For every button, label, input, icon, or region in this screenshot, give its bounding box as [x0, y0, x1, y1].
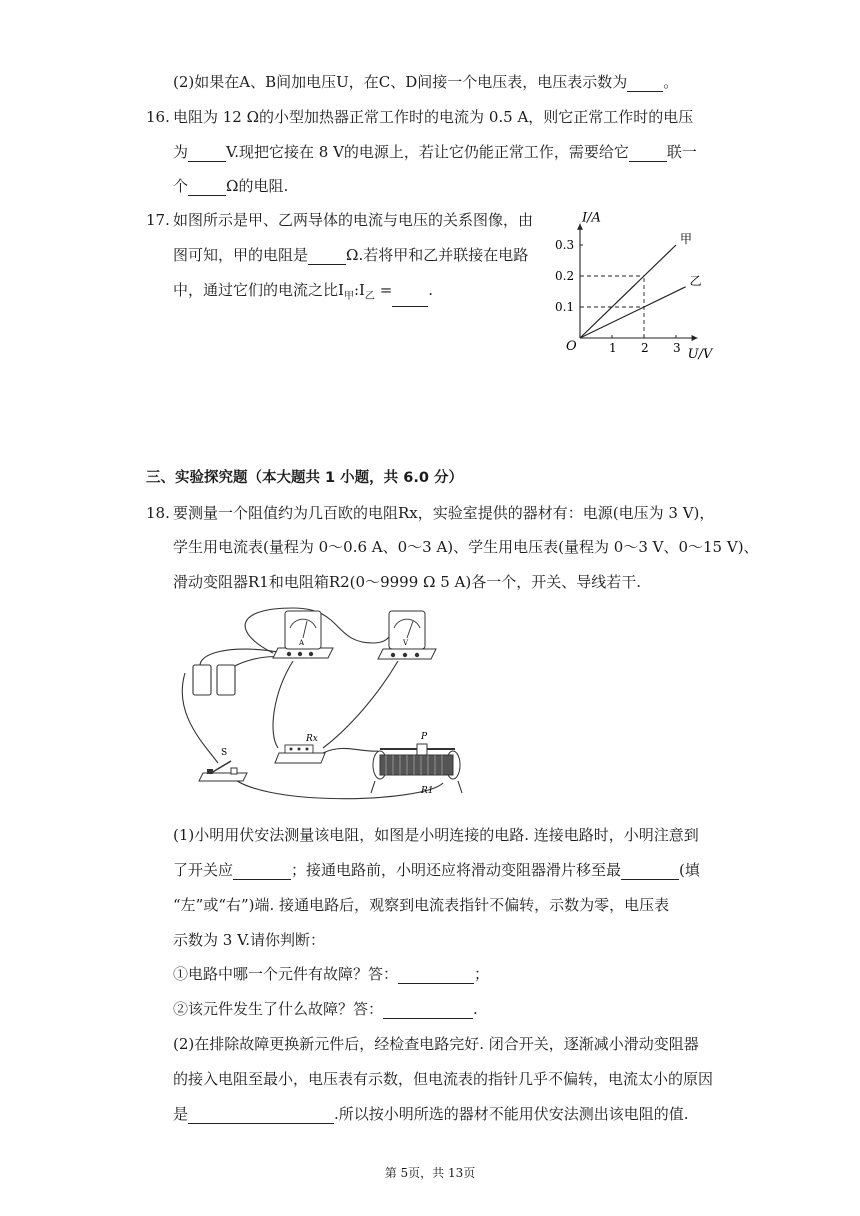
series-line-2: [580, 287, 686, 338]
x-tick-label: 3: [673, 341, 681, 355]
series-label-2: 乙: [689, 273, 702, 288]
q18-p2-line1: (2)在排除故障更换新元件后，经检查电路完好. 闭合开关，逐渐减小滑动变阻器: [173, 1035, 699, 1053]
q18-p1-line6: ②该元件发生了什么故障？答： .: [173, 1000, 478, 1018]
q16-line1: 电阻为 12 Ω的小型加热器正常工作时的电流为 0.5 A，则它正常工作时的电压: [173, 108, 694, 126]
x-axis-label: U/V: [687, 347, 713, 362]
q16-number: 16.: [146, 108, 170, 126]
q18-number: 18.: [146, 504, 170, 522]
answer-blank[interactable]: [392, 290, 428, 307]
battery-icon: [193, 665, 235, 695]
q18-line1: 要测量一个阻值约为几百欧的电阻Rx，实验室提供的器材有：电源(电压为 3 V)，: [173, 504, 715, 522]
answer-blank[interactable]: [621, 863, 679, 880]
ammeter-label: A: [299, 639, 305, 647]
resistor-rx-icon: [275, 734, 325, 763]
origin-label: O: [566, 339, 577, 354]
answer-blank[interactable]: [398, 967, 474, 984]
q17-line2: 图可知，甲的电阻是 Ω.若将甲和乙并联接在电路: [173, 246, 529, 264]
switch-icon: [199, 748, 247, 781]
answer-blank[interactable]: [383, 1002, 473, 1019]
q18-line2: 学生用电流表(量程为 0～0.6 A、0～3 A)、学生用电压表(量程为 0～3 V、0～15 V)、: [173, 538, 759, 556]
circuit-diagram: [173, 603, 473, 813]
answer-blank[interactable]: [188, 179, 226, 196]
q18-p1-line2: 了开关应 ；接通电路前，小明还应将滑动变阻器滑片移至最 (填: [173, 861, 700, 879]
y-tick-label: 0.3: [555, 238, 575, 252]
q16-line2: 为 V.现把它接在 8 V的电源上，若让它仍能正常工作，需要给它 联一: [173, 143, 697, 161]
answer-blank[interactable]: [188, 1107, 334, 1124]
q16-line3: 个 Ω的电阻.: [173, 177, 289, 195]
q18-p1-line5: ①电路中哪一个元件有故障？答： ；: [173, 965, 490, 983]
switch-label: S: [221, 748, 228, 758]
r1-label: R1: [421, 786, 434, 796]
series-line-1: [580, 245, 676, 338]
answer-blank[interactable]: [308, 248, 346, 265]
q15-part2: (2)如果在A、B间加电压U，在C、D间接一个电压表，电压表示数为 。: [173, 73, 679, 91]
rheostat-icon: [371, 732, 462, 796]
voltmeter-icon: [378, 611, 436, 659]
answer-blank[interactable]: [188, 145, 226, 162]
q18-p2-line2: 的接入电阻至最小，电压表有示数，但电流表的指针几乎不偏转，电流太小的原因: [173, 1070, 714, 1088]
q18-p1-line4: 示数为 3 V.请你判断：: [173, 931, 326, 949]
slider-p-label: P: [421, 732, 428, 742]
y-tick-label: 0.2: [555, 269, 575, 283]
x-axis-arrow: [692, 335, 698, 341]
section-heading: 三、实验探究题（本大题共 1 小题，共 6.0 分）: [146, 470, 463, 486]
answer-blank[interactable]: [629, 145, 667, 162]
page-footer: 第 5页，共 13页: [384, 1166, 476, 1180]
x-tick-label: 1: [609, 341, 617, 355]
q18-p1-line3: “左”或“右”)端. 接通电路后，观察到电流表指针不偏转，示数为零，电压表: [173, 896, 670, 914]
y-tick-label: 0.1: [555, 300, 575, 314]
q18-p2-line3: 是 .所以按小明所选的器材不能用伏安法测出该电阻的值.: [173, 1105, 689, 1123]
iu-graph: [555, 210, 725, 360]
rx-label: Rx: [306, 734, 318, 744]
voltmeter-label: V: [403, 639, 409, 647]
q17-line3: 中，通过它们的电流之比$I_甲:I_乙$ = .: [173, 280, 433, 307]
y-axis-label: I/A: [582, 210, 601, 226]
ammeter-icon: [273, 611, 333, 658]
answer-blank[interactable]: [233, 863, 291, 880]
answer-blank[interactable]: [627, 75, 663, 92]
q18-line3: 滑动变阻器R1和电阻箱R2(0～9999 Ω 5 A)各一个，开关、导线若干.: [173, 573, 641, 591]
q17-number: 17.: [146, 211, 170, 229]
q17-line1: 如图所示是甲、乙两导体的电流与电压的关系图像，由: [173, 211, 534, 229]
x-tick-label: 2: [641, 341, 649, 355]
q18-p1-line1: (1)小明用伏安法测量该电阻，如图是小明连接的电路. 连接电路时，小明注意到: [173, 826, 699, 844]
series-label-1: 甲: [680, 232, 693, 246]
